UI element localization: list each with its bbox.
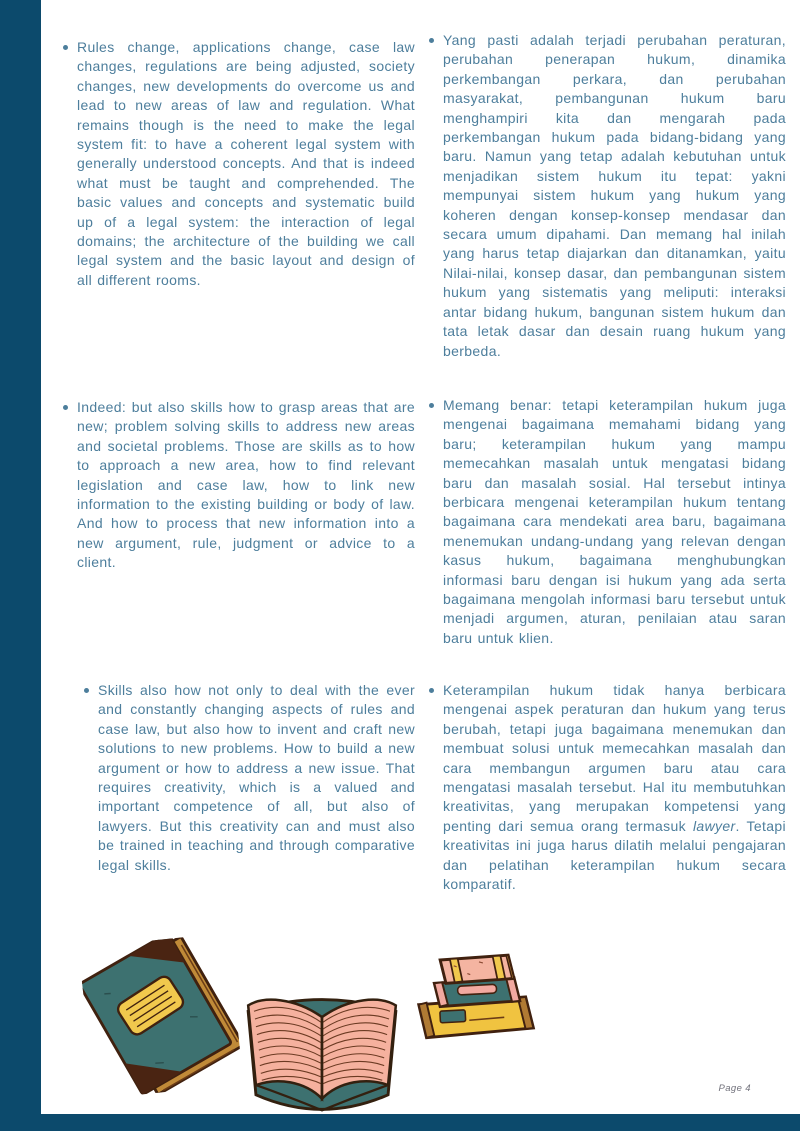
left-accent-stripe xyxy=(0,0,41,1131)
id-bullet-perubahan xyxy=(429,31,786,361)
en-bullet-skills-creativity xyxy=(84,681,415,875)
bullet-dot xyxy=(429,38,434,43)
en-bullet-rules-change xyxy=(63,38,415,290)
bottom-accent-bar xyxy=(0,1114,800,1131)
id-paragraph-3: Keterampilan hukum tidak hanya berbicara mengenai aspek peraturan dan hukum yang terus berubah, tetapi juga bagaimana menemukan dan membuat solusi untuk memecahkan masalah dan cara membangun argumen baru atau cara mengatasi masalah tersebut. Hal itu membutuhkan kreativitas, yang merupakan kompetensi yang penting dari semua orang termasuk lawyer. Tetapi kreativitas ini juga harus dilatih melalui pengajaran dan pelatihan keterampilan hukum secara komparatif. xyxy=(443,682,787,893)
bullet-dot xyxy=(429,688,434,693)
bullet-dot xyxy=(63,405,68,410)
open-book-illustration xyxy=(234,986,410,1122)
en-paragraph-2: Indeed: but also skills how to grasp areas that are new; problem solving skills to address new areas and societal problems. Those are skills as to how to approach a new area, how to find relevant legislation and case law, how to link new information to the existing building or body of law. And how to process that new information into a new argument, rule, judgment or advice to a client. xyxy=(77,399,415,571)
id-bullet-keterampilan xyxy=(429,396,786,648)
en-bullet-skills-grasp xyxy=(63,398,415,573)
id-bullet-kreativitas xyxy=(429,681,786,894)
id-paragraph-1: Yang pasti adalah terjadi perubahan peraturan, perubahan penerapan hukum, dinamika perkembangan perkara, dan perubahan masyarakat, pembangunan hukum baru menghampiri kita dan mengarah pada perkembangan hukum pada bidang-bidang yang baru. Namun yang tetap adalah kebutuhan untuk menjadikan sistem hukum itu tepat: yakni mempunyai sistem hukum yang hukum yang koheren dengan konsep-konsep mendasar dan secara umum dipahami. Dan memang hal inilah yang harus tetap diajarkan dan ditanamkan, yaitu Nilai-nilai, konsep dasar, dan pembangunan sistem hukum yang sistematis yang meliputi: interaksi antar bidang hukum, bangunan sistem hukum dan tata letak dasar dan desain ruang hukum yang berbeda. xyxy=(443,32,786,359)
closed-book-illustration xyxy=(78,933,243,1100)
bullet-dot xyxy=(63,45,68,50)
en-paragraph-3: Skills also how not only to deal with the ever and constantly changing aspects of rules and case law, but also how to invent and craft new solutions to new problems. How to build a new argument or how to address a new issue. That requires creativity, which is a valued and important competence of all, but also of lawyers. But this creativity can and must also be trained in teaching and through comparative legal skills. xyxy=(98,682,415,873)
en-paragraph-1: Rules change, applications change, case law changes, regulations are being adjusted, society changes, new developments do overcome us and lead to new areas of law and regulation. What remains though is the need to make the legal system fit: to have a coherent legal system with generally understood concepts. And that is indeed what must be taught and comprehended. The basic values and concepts and systematic build up of a legal system: the interaction of legal domains; the architecture of the building we call legal system and the basic layout and design of all different rooms. xyxy=(77,39,415,288)
bullet-dot xyxy=(84,688,89,693)
page-number: Page 4 xyxy=(718,1083,751,1094)
id-paragraph-2: Memang benar: tetapi keterampilan hukum juga mengenai bagaimana memahami bidang yang baru; keterampilan hukum yang mampu memecahkan masalah untuk mengatasi bidang baru dan masalah sosial. Hal tersebut intinya berbicara mengenai keterampilan hukum tentang bagaimana cara mendekati area baru, bagaimana menemukan undang-undang yang relevan dengan kasus hukum, bagaimana menghubungkan informasi baru dengan isi hukum yang ada serta bagaimana mengolah informasi baru tersebut untuk menjadi argumen, aturan, penilaian atau saran baru untuk klien. xyxy=(443,397,786,646)
bullet-dot xyxy=(429,403,434,408)
book-stack-illustration xyxy=(411,944,547,1044)
